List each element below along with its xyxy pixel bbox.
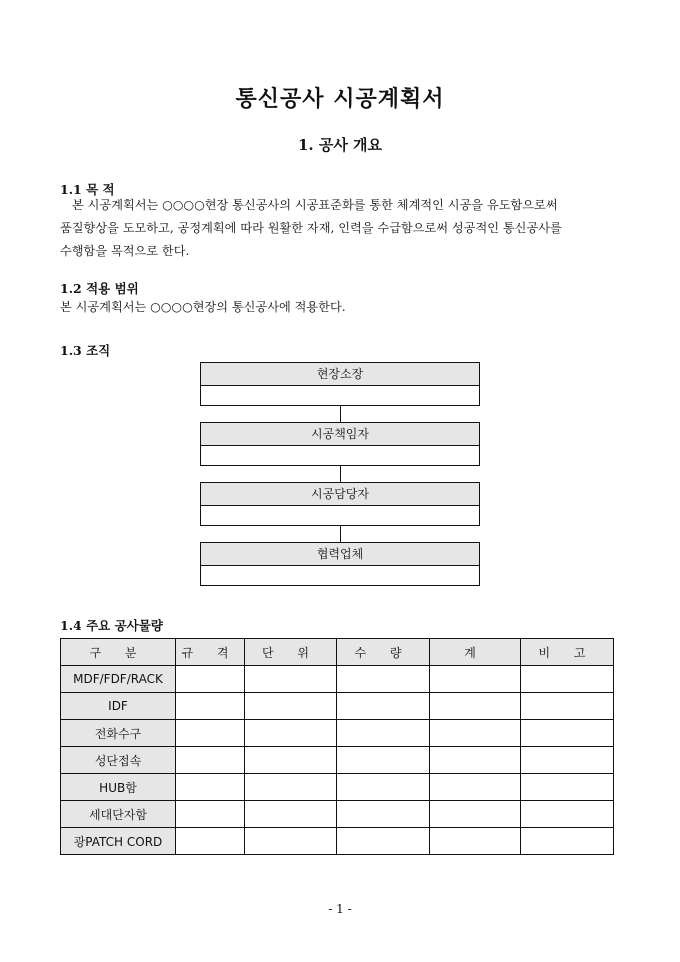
- purpose-paragraph: [60, 194, 622, 263]
- table-cell: [245, 693, 337, 720]
- row-label: 성단접속: [61, 747, 176, 774]
- row-label: 세대단자함: [61, 801, 176, 828]
- table-cell: [176, 720, 245, 747]
- table-cell: [521, 666, 614, 693]
- section-title: 1. 공사 개요: [297, 136, 383, 154]
- table-header-row: [61, 639, 614, 666]
- scope-heading: 1.2 적용 범위: [60, 281, 139, 296]
- table-row: [61, 693, 614, 720]
- quantities-heading: 1.4 주요 공사물량: [60, 618, 163, 633]
- table-cell: [521, 828, 614, 855]
- table-cell: [176, 801, 245, 828]
- purpose-line-2: 품질향상을 도모하고, 공정계획에 따라 원활한 자재, 인력을 수급함으로써 성공적인 통신공사를: [60, 221, 562, 235]
- table-cell: [337, 666, 430, 693]
- org-box-site-manager: [200, 362, 480, 406]
- page-number: - 1 -: [328, 902, 352, 916]
- org-connector: [340, 406, 341, 422]
- scope-paragraph: 본 시공계획서는 ○○○○현장의 통신공사에 적용한다.: [60, 300, 346, 314]
- table-cell: [430, 666, 521, 693]
- row-label: 전화수구: [61, 720, 176, 747]
- column-header-unit: 단 위: [245, 639, 337, 666]
- org-connector: [340, 466, 341, 482]
- purpose-heading: 1.1 목 적: [60, 182, 115, 197]
- org-box-label: 협력업체: [201, 543, 479, 566]
- table-cell: [245, 828, 337, 855]
- org-box-construction-lead: [200, 422, 480, 466]
- table-cell: [245, 801, 337, 828]
- table-cell: [337, 747, 430, 774]
- table-cell: [521, 720, 614, 747]
- table-cell: [430, 747, 521, 774]
- table-row: [61, 774, 614, 801]
- table-cell: [176, 774, 245, 801]
- org-box-partner-company: [200, 542, 480, 586]
- column-header-total: 계: [430, 639, 521, 666]
- org-connector: [340, 526, 341, 542]
- table-cell: [176, 828, 245, 855]
- table-row: [61, 720, 614, 747]
- table-row: [61, 747, 614, 774]
- table-cell: [245, 747, 337, 774]
- table-cell: [521, 747, 614, 774]
- table-cell: [521, 693, 614, 720]
- table-cell: [245, 774, 337, 801]
- organization-heading: 1.3 조직: [60, 343, 111, 358]
- row-label: MDF/FDF/RACK: [61, 666, 176, 693]
- table-row: [61, 801, 614, 828]
- column-header-category: 구 분: [61, 639, 176, 666]
- table-cell: [430, 828, 521, 855]
- row-label: HUB함: [61, 774, 176, 801]
- purpose-line-1: 본 시공계획서는 ○○○○현장 통신공사의 시공표준화를 통한 체계적인 시공을 유도함으로써: [72, 198, 558, 212]
- org-box-label: 현장소장: [201, 363, 479, 386]
- org-box-label: 시공담당자: [201, 483, 479, 506]
- table-cell: [176, 666, 245, 693]
- table-cell: [521, 801, 614, 828]
- document-title: 통신공사 시공계획서: [235, 86, 445, 112]
- org-box-label: 시공책임자: [201, 423, 479, 446]
- column-header-spec: 규 격: [176, 639, 245, 666]
- table-cell: [337, 720, 430, 747]
- table-cell: [245, 720, 337, 747]
- table-cell: [337, 801, 430, 828]
- table-cell: [430, 774, 521, 801]
- quantities-table: [60, 638, 614, 855]
- table-cell: [337, 828, 430, 855]
- table-cell: [337, 774, 430, 801]
- row-label: 광PATCH CORD: [61, 828, 176, 855]
- column-header-quantity: 수 량: [337, 639, 430, 666]
- column-header-remarks: 비 고: [521, 639, 614, 666]
- org-box-construction-staff: [200, 482, 480, 526]
- table-cell: [176, 747, 245, 774]
- row-label: IDF: [61, 693, 176, 720]
- table-row: [61, 828, 614, 855]
- purpose-line-3: 수행함을 목적으로 한다.: [60, 244, 190, 258]
- table-row: [61, 666, 614, 693]
- table-cell: [430, 801, 521, 828]
- table-cell: [430, 693, 521, 720]
- table-cell: [337, 693, 430, 720]
- table-cell: [521, 774, 614, 801]
- table-cell: [245, 666, 337, 693]
- table-cell: [430, 720, 521, 747]
- table-cell: [176, 693, 245, 720]
